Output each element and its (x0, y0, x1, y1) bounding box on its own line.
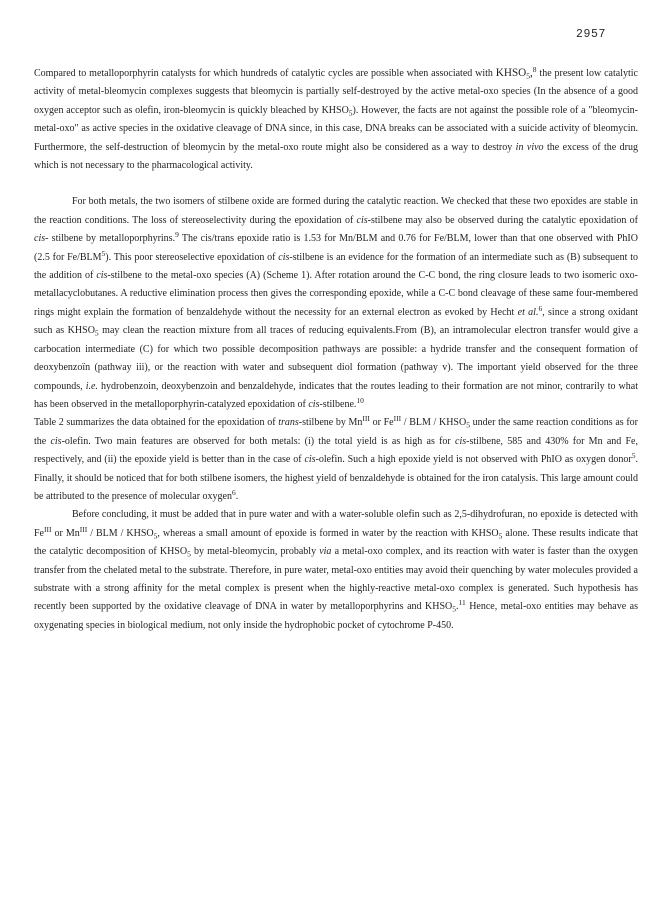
italic-text: cis (96, 270, 108, 282)
text-run: a metal-oxo complex, and its reaction with water is faster than the oxygen transfer from the chelated metal to the substrate. Therefore, in pure water, metal-oxo entities may avoid their quenching by water molecules provided a substrate with a strong affinity for the metal complex is present when the highly-reactive metal-oxo complex is generated. Such hypothesis has recently been supported by the oxidative cleavage of DNA in water by metalloporphyrins and KHSO (34, 546, 638, 613)
subscript: 5 (94, 328, 99, 338)
text-run: or Mn (51, 527, 80, 539)
text-run: / BLM / KHSO (87, 527, 154, 539)
italic-text: cis (455, 435, 467, 447)
superscript: III (393, 414, 402, 424)
text-run: , since a strong oxidant such as KHSO (34, 306, 638, 337)
superscript: 11 (458, 598, 466, 608)
text-run: -stilbene, 585 and 430% for Mn and Fe, respectively, and (ii) the epoxide yield is better than in the case of (34, 435, 638, 466)
paragraph (34, 193, 638, 414)
superscript: 8 (532, 64, 537, 74)
superscript: 5 (631, 451, 636, 460)
text-run: -stilbene to the metal-oxo species (A) (Scheme 1). After rotation around the C-C bond, the ring closure leads to two isomeric oxo-metallacyclobutanes. A reductive elimination process then gives the corresponding epoxide, while a C-C bond cleavage of these same four-membered rings might explain the formation of benzaldehyde without the necessity for an external electron as evoked by Hecht (34, 270, 638, 318)
italic-text: via (319, 546, 332, 558)
italic-text: cis (308, 398, 320, 410)
text-run: Compared to metalloporphyrin catalysts for which hundreds of catalytic cycles are possible when associated with (34, 68, 496, 79)
text-run: -stilbene may also be observed during the catalytic epoxidation of (367, 214, 638, 226)
text-run: by metal-bleomycin, probably (190, 546, 320, 558)
text-run: under the same reaction conditions as for the (34, 417, 639, 447)
superscript: 6 (538, 303, 543, 313)
superscript: III (44, 524, 52, 534)
paragraph (34, 64, 638, 175)
text-run: . Finally, it should be noticed that for both stilbene isomers, the highest yield of benzaldehyde is obtained for the iron catalysis. This large amount could be attributed to the presence of molecular oxygen (34, 454, 638, 502)
text-run: -olefin. Two main features are observed for both metals: (i) the total yield is as high as for (61, 435, 455, 447)
text-run: -stilbene. (319, 398, 357, 410)
subscript: 5 (153, 531, 158, 541)
italic-text: et al. (517, 306, 539, 318)
text-run: The cis/trans epoxide ratio is 1.53 for Mn/BLM and 0.76 for Fe/BLM, lower than that one observed with PhIO (2.5 for Fe/BLM (34, 233, 638, 263)
text-run: Table 2 summarizes the data obtained for the epoxidation of (34, 417, 279, 429)
subscript: 5 (348, 108, 353, 118)
text-run: hydrobenzoin, deoxybenzoin and benzaldehyde, indicates that the routes leading to their formation are not minor, contrarily to what has been observed in the metalloporphyrin-catalyzed epoxidation of (34, 380, 638, 410)
text-run: ). However, the facts are not against the possible role of a "bleomycin-metal-oxo" as active species in the oxidative cleavage of DNA since, in this case, DNA breaks can be associated with a suicide activity of bleomycin. Furthermore, the self-destruction of bleomycin by the metal-oxo route might also be considered as a way to destroy (34, 104, 638, 153)
superscript: III (79, 524, 88, 534)
text-run: -olefin. Such a high epoxide yield is not observed with PhIO as oxygen donor (315, 454, 632, 466)
text-run: Hence, metal-oxo entities may behave as oxygenating species in biological medium, not only inside the hydrophobic pocket of cytochrome P-450. (34, 601, 638, 631)
subscript: 5 (187, 549, 191, 559)
italic-text: cis- (34, 233, 49, 245)
italic-text: i.e. (85, 380, 98, 392)
text-run: -stilbene is an evidence for the formation of an intermediate such as (B) subsequent to the addition of (34, 251, 638, 282)
text-run: , whereas a small amount of epoxide is formed in water by the reaction with KHSO (157, 527, 499, 539)
subscript: 5 (526, 71, 530, 81)
superscript: 10 (356, 395, 364, 405)
text-run: or Fe (369, 417, 394, 429)
subscript: 5 (498, 531, 503, 541)
superscript: III (362, 414, 370, 424)
italic-text: trans (278, 417, 299, 429)
italic-text: cis (304, 454, 316, 466)
text-run: . (455, 601, 459, 613)
page-number: 2957 (575, 28, 606, 41)
text-run: -stilbene by Mn (298, 417, 363, 429)
text-run: may clean the reaction mixture from all traces of reducing equivalents.From (B), an intramolecular electron transfer would give a carbocation intermediate (C) for which two possible decomposition pathways are possible: a hydride transfer and the consequent formation of deoxybenzoïn (pathway iii), or the reaction with water and subsequent diol formation (pathway v). The important yield observed for the three compounds, (34, 325, 639, 392)
text-run: , (530, 67, 533, 79)
superscript: 6 (231, 487, 236, 497)
subscript: 5 (452, 605, 456, 614)
paragraph (34, 414, 638, 506)
superscript: 5 (101, 248, 106, 258)
italic-text: cis (356, 214, 368, 226)
text-run: KHSO (495, 67, 527, 79)
text-run: / BLM / KHSO (401, 417, 467, 429)
italic-text: cis (50, 435, 62, 447)
superscript: 9 (175, 230, 179, 240)
text-run: For both metals, the two isomers of stilbene oxide are formed during the catalytic reaction. We checked that these two epoxides are stable in the reaction conditions. The loss of stereoselectivity during the epoxidation of (34, 196, 638, 226)
text-run: . (235, 490, 239, 502)
italic-text: cis (278, 251, 290, 263)
page-body (34, 64, 638, 635)
text-run: Before concluding, it must be added that in pure water and with a water-soluble olefin such as 2,5-dihydrofuran, no epoxide is detected with Fe (34, 509, 638, 539)
text-run: ). This poor stereoselective epoxidation of (105, 251, 279, 263)
paragraph (34, 506, 638, 635)
text-run: stilbene by metalloporphyrins. (48, 233, 176, 245)
text-run: alone. These results indicate that the catalytic decomposition of KHSO (34, 527, 638, 558)
text-run: the excess of the drug which is not necessary to the pharmacological activity. (34, 141, 638, 172)
text-run: the present low catalytic activity of metal-bleomycin complexes suggests that bleomycin is partially self-destroyed by the active metal-oxo species (In the absence of a good oxygen acceptor such as olefin, iron-bleomycin is quickly bleached by KHSO (34, 68, 638, 116)
subscript: 5 (466, 420, 470, 430)
italic-text: in vivo (515, 141, 544, 153)
